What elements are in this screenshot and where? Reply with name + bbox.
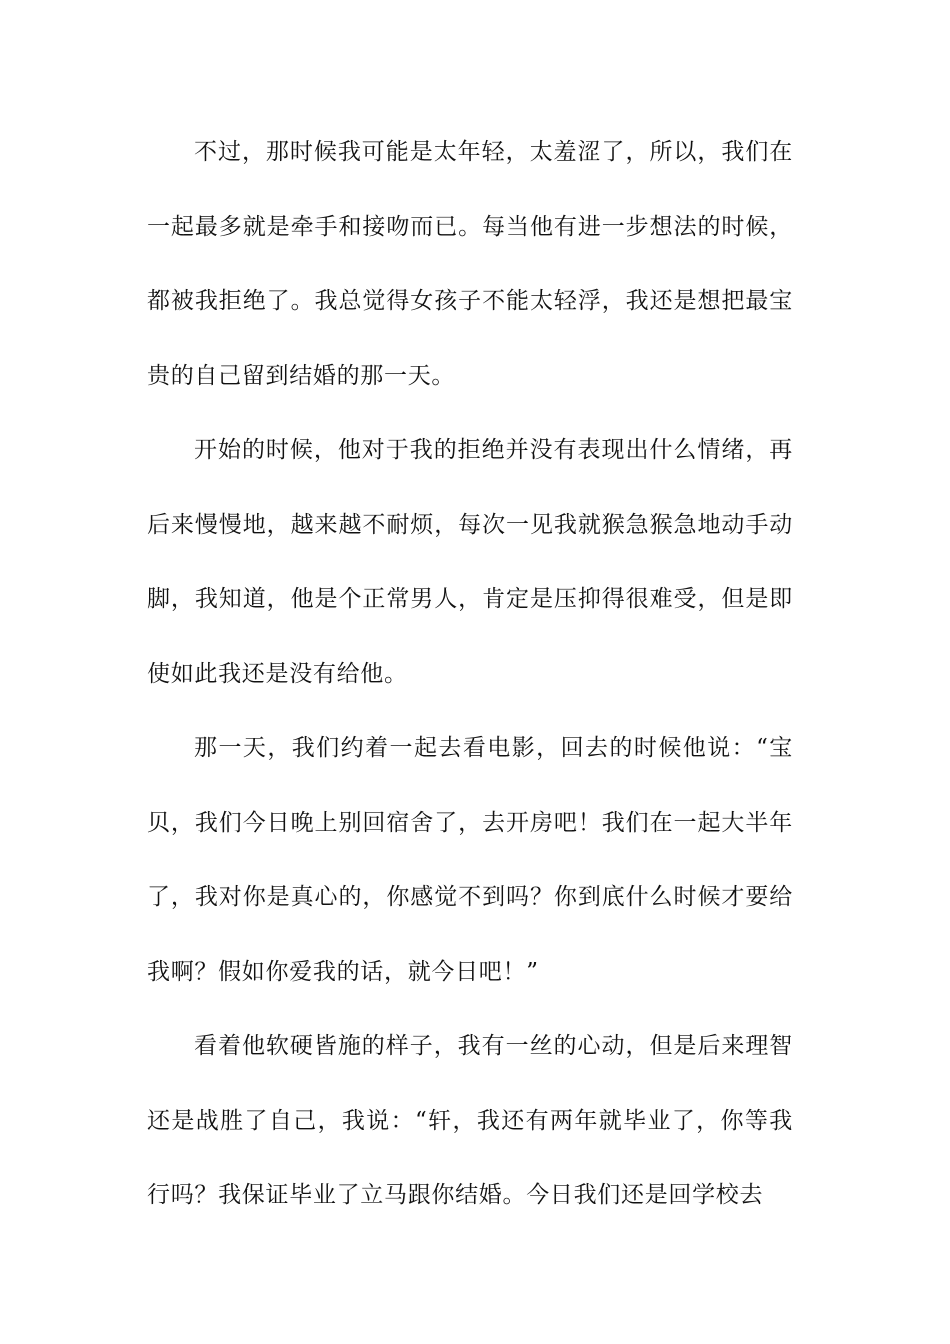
paragraph-1-line-2: 一起最多就是牵手和接吻而已。每当他有进一步想法的时候， bbox=[147, 213, 793, 240]
paragraph-2-line-3: 脚，我知道，他是个正常男人，肯定是压抑得很难受，但是即 bbox=[147, 586, 793, 612]
paragraph-4-line-3: 行吗？我保证毕业了立马跟你结婚。今日我们还是回学校去 bbox=[147, 1182, 764, 1208]
paragraph-3-line-1: 那一天，我们约着一起去看电影，回去的时候他说：“宝 bbox=[194, 735, 793, 761]
paragraph-1-line-1: 不过，那时候我可能是太年轻，太羞涩了，所以，我们在 bbox=[194, 139, 793, 165]
paragraph-2-line-4: 使如此我还是没有给他。 bbox=[147, 660, 408, 687]
paragraph-2-line-2: 后来慢慢地，越来越不耐烦，每次一见我就猴急猴急地动手动 bbox=[147, 511, 793, 538]
paragraph-4-line-2: 还是战胜了自己，我说：“轩，我还有两年就毕业了，你等我 bbox=[147, 1107, 793, 1134]
paragraph-4-line-1: 看着他软硬皆施的样子，我有一丝的心动，但是后来理智 bbox=[194, 1033, 793, 1059]
paragraph-1-line-3: 都被我拒绝了。我总觉得女孩子不能太轻浮，我还是想把最宝 bbox=[147, 288, 793, 314]
paragraph-3-line-2: 贝，我们今日晚上别回宿舍了，去开房吧！我们在一起大半年 bbox=[147, 809, 793, 836]
paragraph-3-line-3: 了，我对你是真心的，你感觉不到吗？你到底什么时候才要给 bbox=[147, 884, 793, 910]
paragraph-3-line-4: 我啊？假如你爱我的话，就今日吧！” bbox=[147, 958, 539, 985]
paragraph-2-line-1: 开始的时候，他对于我的拒绝并没有表现出什么情绪，再 bbox=[194, 437, 793, 463]
body-text bbox=[147, 128, 793, 1246]
paragraph-1-line-4: 贵的自己留到结婚的那一天。 bbox=[147, 362, 456, 389]
